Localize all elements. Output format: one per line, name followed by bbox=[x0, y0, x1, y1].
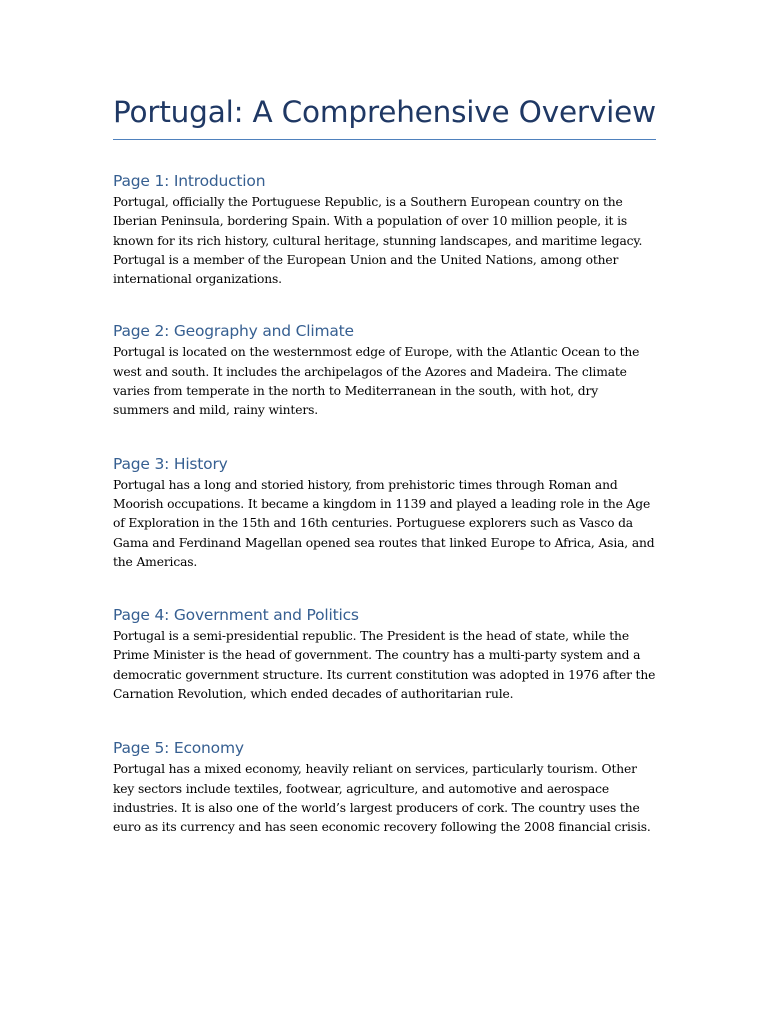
section-economy bbox=[113, 738, 656, 837]
section-heading: Page 1: Introduction bbox=[113, 172, 266, 190]
section-government-and-politics bbox=[113, 605, 656, 704]
section-heading: Page 4: Government and Politics bbox=[113, 606, 359, 625]
section-body: Portugal is located on the westernmost edge of Europe, with the Atlantic Ocean to the west and south. It includes the archipelagos of the Azores and Madeira. The climate varies from temperate in the north to Mediterranean in the south, with hot, dry summers and mild, rainy winters. bbox=[113, 345, 640, 418]
section-heading: Page 3: History bbox=[113, 454, 228, 473]
document-page bbox=[113, 92, 656, 838]
section-body: Portugal has a mixed economy, heavily reliant on services, particularly tourism. Other key sectors include textiles, footwear, agriculture, and automotive and aerospace industries. It is also one of the world’s largest producers of cork. The country uses the euro as its currency and has seen economic recovery following the 2008 financial crisis. bbox=[113, 762, 651, 835]
section-history bbox=[113, 454, 656, 572]
section-heading: Page 2: Geography and Climate bbox=[113, 322, 354, 341]
section-introduction bbox=[113, 171, 656, 289]
section-body: Portugal is a semi-presidential republic. The President is the head of state, while the Prime Minister is the head of government. The country has a multi-party system and a democratic government structure. Its current constitution was adopted in 1976 after the Carnation Revolution, which ended decades of authoritarian rule. bbox=[113, 629, 656, 702]
section-body: Portugal, officially the Portuguese Republic, is a Southern European country on the Iberian Peninsula, bordering Spain. With a population of over 10 million people, it is known for its rich history, cultural heritage, stunning landscapes, and maritime legacy. Portugal is a member of the European Union and the United Nations, among other international organizations. bbox=[113, 195, 643, 287]
section-heading: Page 5: Economy bbox=[113, 739, 244, 758]
section-geography-and-climate bbox=[113, 321, 656, 420]
section-body: Portugal has a long and storied history, from prehistoric times through Roman and Moorish occupations. It became a kingdom in 1139 and played a leading role in the Age of Exploration in the 15th and 16th centuries. Portuguese explorers such as Vasco da Gama and Ferdinand Magellan opened sea routes that linked Europe to Africa, Asia, and the Americas. bbox=[113, 477, 655, 569]
document-title: Portugal: A Comprehensive Overview bbox=[113, 92, 656, 140]
